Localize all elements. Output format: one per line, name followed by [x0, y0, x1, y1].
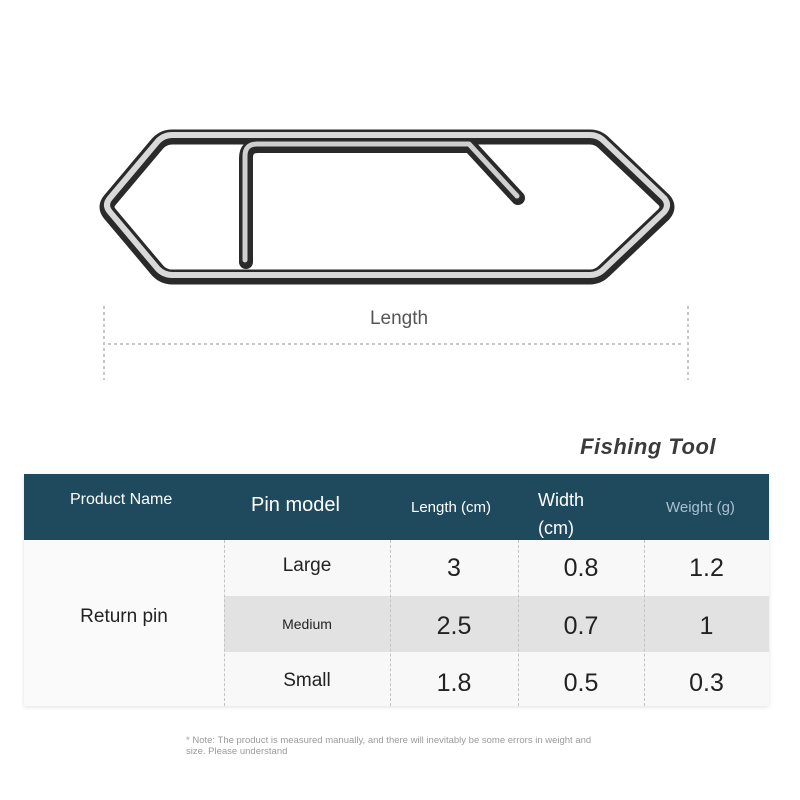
cell-width: 0.7 [563, 612, 599, 640]
cell-weight: 1 [699, 612, 714, 640]
brand-title: Fishing Tool [580, 434, 716, 459]
specification-table [24, 474, 769, 706]
measurement-note: * Note: The product is measured manually, and there will inevitably be some errors in weight and size. Please understand [186, 735, 592, 757]
cell-model: Small [283, 670, 331, 691]
table-body [24, 540, 769, 706]
table-header [24, 474, 769, 540]
header-pin-model: Pin model [251, 494, 340, 516]
cell-weight: 0.3 [689, 669, 724, 697]
header-length: Length (cm) [411, 499, 492, 516]
length-dimension-label: Length [369, 308, 429, 329]
cell-weight: 1.2 [689, 554, 724, 582]
header-product-name: Product Name [70, 491, 173, 508]
header-width: Width (cm) [538, 490, 585, 538]
header-weight: Weight (g) [666, 499, 735, 516]
cell-length: 2.5 [436, 612, 472, 640]
cell-model: Large [282, 555, 332, 576]
cell-width: 0.8 [563, 554, 599, 582]
cell-length: 1.8 [436, 669, 472, 697]
snap-pin-drawing [107, 135, 667, 277]
product-name-cell: Return pin [80, 606, 168, 627]
cell-length: 3 [447, 554, 461, 582]
cell-width: 0.5 [563, 669, 599, 697]
cell-model: Medium [282, 616, 332, 632]
